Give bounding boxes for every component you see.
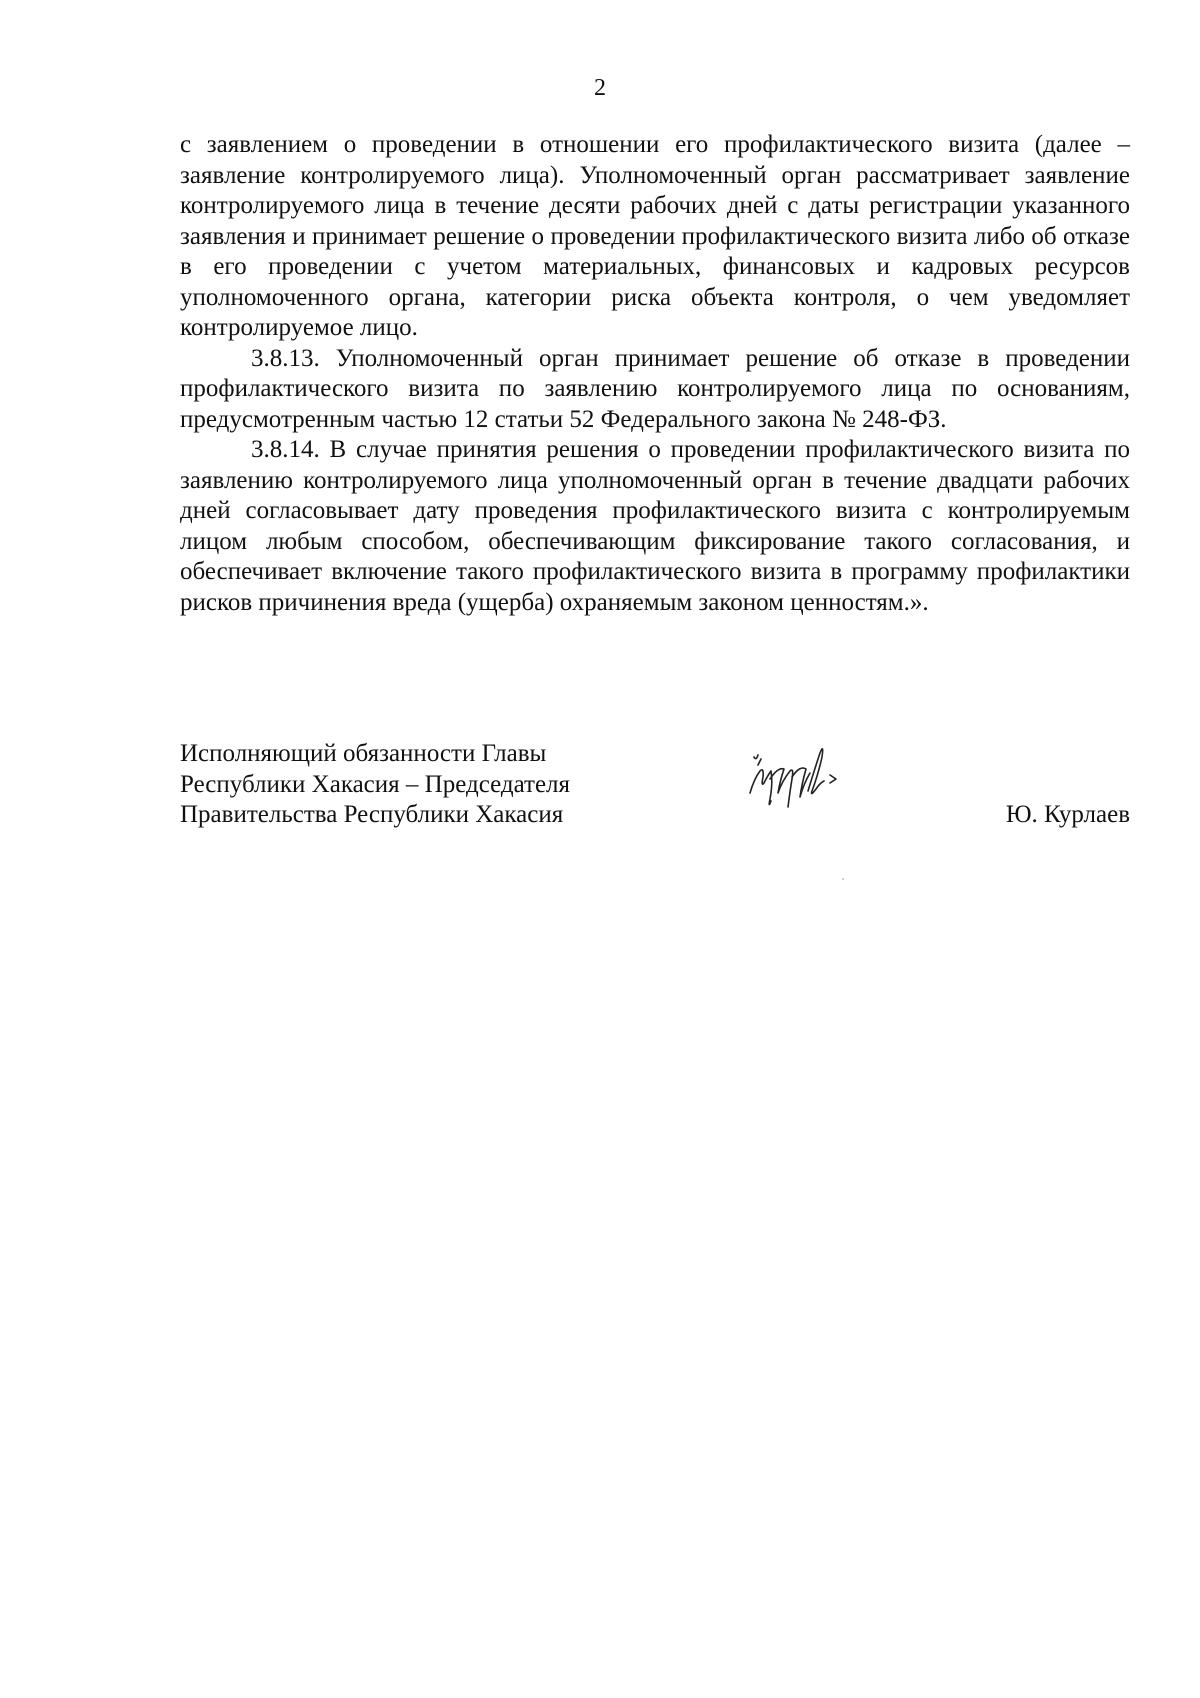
paragraph-3-8-13: 3.8.13. Уполномоченный орган принимает решение об отказе в проведении профилактического визита по заявлению контролируемого лица по основаниям, предусмотренным частью 12 статьи 52 Федерального закона № 248-ФЗ. xyxy=(180,344,1130,433)
handwritten-signature xyxy=(740,731,860,831)
document-body xyxy=(180,130,1130,618)
signer-position-line-2: Республики Хакасия – Председателя xyxy=(180,770,571,798)
signer-position xyxy=(180,739,650,831)
page-number: 2 xyxy=(594,75,606,101)
paragraph-3-8-14: 3.8.14. В случае принятия решения о проведении профилактического визита по заявлению контролируемого лица уполномоченный орган в течение двадцати рабочих дней согласовывает дату проведения профилактического визита с контролируемым лицом любым способом, обеспечивающим фиксирование такого согласования, и обеспечивает включение такого профилактического визита в программу профилактики рисков причинения вреда (ущерба) охраняемым законом ценностям.». xyxy=(180,436,1130,616)
scan-artifact xyxy=(842,878,844,880)
signer-position-line-1: Исполняющий обязанности Главы xyxy=(180,740,547,767)
signature-block xyxy=(180,739,1130,849)
signer-name: Ю. Курлаев xyxy=(1005,801,1130,828)
signer-position-line-3: Правительства Республики Хакасия xyxy=(180,801,564,828)
paragraph-continuation: с заявлением о проведении в отношении его профилактического визита (далее – заявление контролируемого лица). Уполномоченный орган рассматривает заявление контролируемого лица в течение десяти рабочих дней с даты регистрации указанного заявления и принимает решение о проведении профилактического визита либо об отказе в его проведении с учетом материальных, финансовых и кадровых ресурсов уполномоченного органа, категории риска объекта контроля, о чем уведомляет контролируемое лицо. xyxy=(180,131,1130,341)
